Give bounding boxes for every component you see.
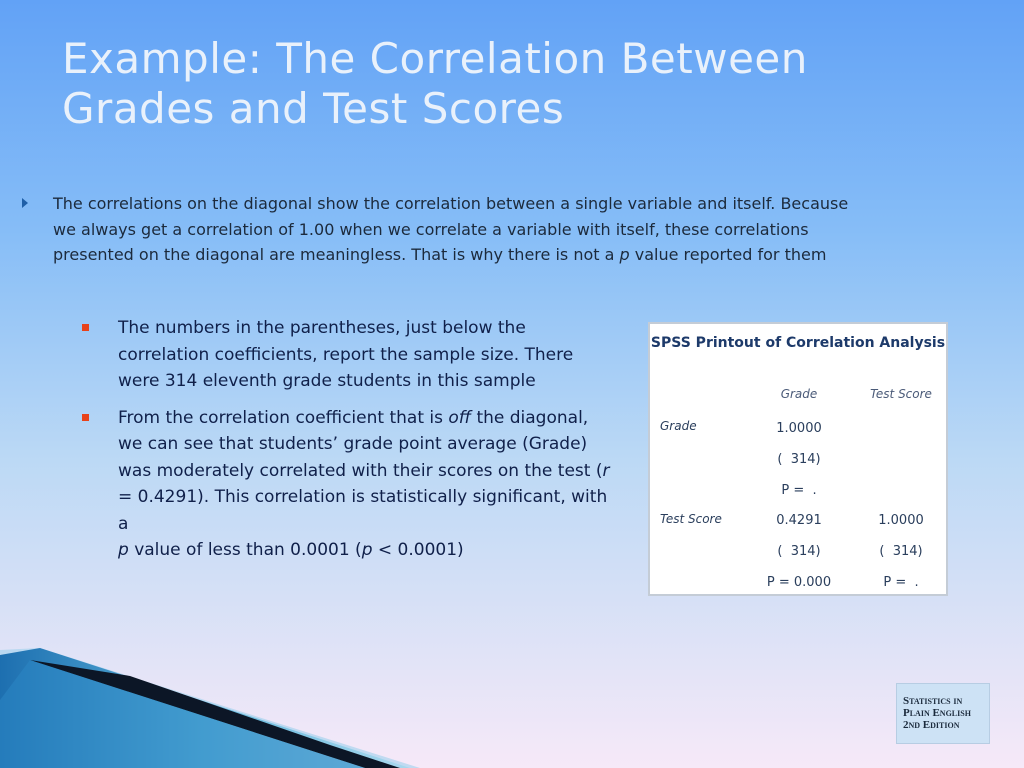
main-text-p: p [619, 245, 630, 264]
col-header-grade: Grade [780, 387, 818, 401]
band-mid [0, 660, 365, 768]
grade-grade-n: ( 314) [777, 452, 821, 467]
sub2-t2: the diagonal, we can see that students’ grade point average (Grade) was moderately correlated with their scores on the test ( [118, 407, 603, 481]
sub-bullet-1-text: The numbers in the parentheses, just below the correlation coefficients, report the sample size. There were 314 eleventh grade students in this sample [118, 318, 574, 391]
book-badge [896, 683, 990, 744]
sub2-t1: From the correlation coefficient that is [118, 407, 449, 428]
title-line-2: Grades and Test Scores [62, 84, 565, 133]
sub2-t4: value of less than 0.0001 ( [128, 540, 362, 560]
sub2-r: r [602, 460, 610, 481]
sub2-off: off [448, 407, 472, 428]
sub2-p2: p [361, 540, 373, 560]
badge-line-2: Plain English [903, 707, 971, 719]
main-text-part1: The correlations on the diagonal show the correlation between a single variable and itself. Because we always get a correlation of 1.00 when we correlate a variable with itself, these correlations presented on the diagonal are meaningless. That is why there is not a [53, 194, 849, 264]
square-bullet-icon [82, 414, 89, 421]
spss-table-title: SPSS Printout of Correlation Analysis [650, 335, 946, 351]
grade-grade-r: 1.0000 [776, 421, 822, 436]
main-bullet [22, 191, 852, 268]
row-label-grade: Grade [660, 419, 697, 433]
test-test-n: ( 314) [879, 544, 923, 559]
sub2-p1: p [118, 540, 129, 560]
arrow-bullet-icon [22, 198, 28, 208]
sub-bullet-list [80, 315, 615, 574]
grade-grade-p: P = . [781, 483, 817, 498]
test-test-r: 1.0000 [878, 513, 924, 528]
col-header-test-score: Test Score [870, 387, 932, 401]
spss-printout-table [648, 322, 948, 596]
test-grade-n: ( 314) [777, 544, 821, 559]
sub2-t3: = 0.4291). This correlation is statistically significant, with a [118, 487, 608, 534]
test-test-p: P = . [883, 575, 919, 590]
title-line-1: Example: The Correlation Between [62, 34, 808, 83]
main-bullet-text [53, 191, 852, 268]
row-label-test-score: Test Score [660, 512, 722, 526]
badge-line-3: 2nd Edition [903, 719, 960, 731]
sub-bullet-correlation [80, 405, 615, 564]
slide-title [62, 34, 962, 134]
main-text-part2: value reported for them [629, 245, 827, 264]
test-grade-p: P = 0.000 [766, 575, 832, 590]
sub-bullet-sample-size [80, 315, 615, 395]
test-grade-r: 0.4291 [776, 513, 822, 528]
sub2-t5: < 0.0001) [372, 540, 464, 560]
square-bullet-icon [82, 324, 89, 331]
badge-line-1: Statistics in [903, 695, 963, 707]
